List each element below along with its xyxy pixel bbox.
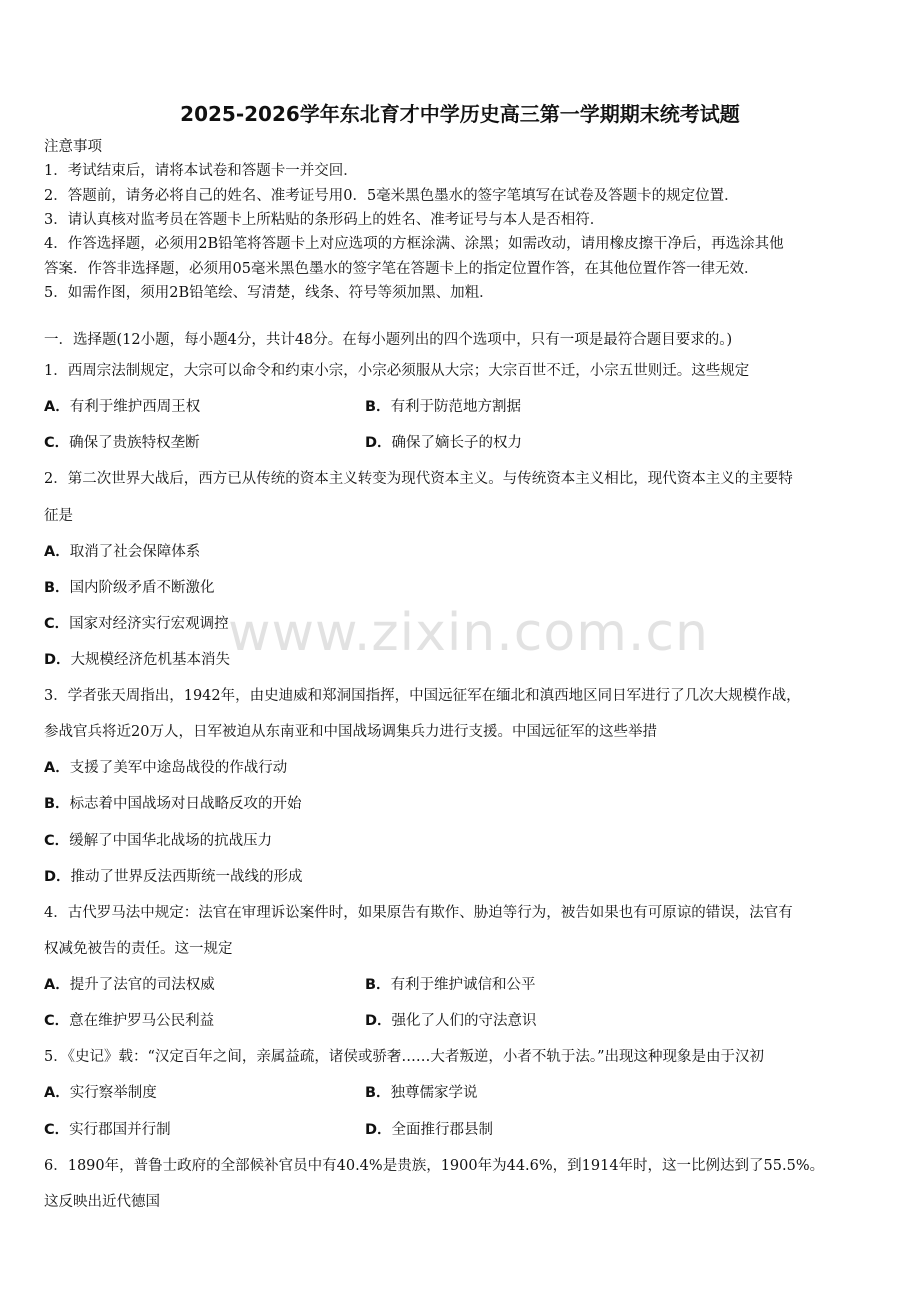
question-5-option-a: A．实行察举制度 xyxy=(44,1085,157,1101)
page-title: 2025-2026学年东北育才中学历史高三第一学期期末统考试题 xyxy=(180,102,740,126)
question-2-option-a: A．取消了社会保障体系 xyxy=(44,544,201,560)
notice-item: 5．如需作图，须用2B铅笔绘、写清楚，线条、符号等须加黑、加粗． xyxy=(44,285,494,301)
question-2-option-c: C．国家对经济实行宏观调控 xyxy=(44,616,229,632)
question-4-stem: 权减免被告的责任。这一规定 xyxy=(44,941,233,957)
question-3-stem: 参战官兵将近20万人，日军被迫从东南亚和中国战场调集兵力进行支援。中国远征军的这些举措 xyxy=(44,724,657,740)
question-2-stem: 征是 xyxy=(44,508,73,524)
question-6-stem: 6．1890年，普鲁士政府的全部候补官员中有40.4%是贵族，1900年为44.6%，到1914年时，这一比例达到了55.5%。 xyxy=(44,1158,825,1174)
question-1-stem: 1．西周宗法制规定，大宗可以命令和约束小宗，小宗必须服从大宗；大宗百世不迁，小宗五世则迁。这些规定 xyxy=(44,363,750,379)
question-4-option-c: C．意在维护罗马公民利益 xyxy=(44,1013,215,1029)
question-2-option-d: D．大规模经济危机基本消失 xyxy=(44,652,231,668)
question-4-stem: 4．古代罗马法中规定：法官在审理诉讼案件时，如果原告有欺作、胁迫等行为，被告如果也有可原谅的错误，法官有 xyxy=(44,905,793,921)
question-5-option-c: C．实行郡国并行制 xyxy=(44,1122,171,1138)
question-3-option-a: A．支援了美军中途岛战役的作战行动 xyxy=(44,760,288,776)
question-2-stem: 2．第二次世界大战后，西方已从传统的资本主义转变为现代资本主义。与传统资本主义相比，现代资本主义的主要特 xyxy=(44,471,793,487)
notice-item: 1．考试结束后，请将本试卷和答题卡一并交回． xyxy=(44,163,358,179)
section-heading: 一．选择题(12小题，每小题4分，共计48分。在每小题列出的四个选项中，只有一项是最符合题目要求的。) xyxy=(44,332,733,348)
question-1-option-c: C．确保了贵族特权垄断 xyxy=(44,435,200,451)
notice-item: 4．作答选择题，必须用2B铅笔将答题卡上对应选项的方框涂满、涂黑；如需改动，请用橡皮擦干净后，再选涂其他 xyxy=(44,236,784,252)
question-1-option-a: A．有利于维护西周王权 xyxy=(44,399,201,415)
question-6-stem: 这反映出近代德国 xyxy=(44,1194,160,1210)
question-5-option-b: B．独尊儒家学说 xyxy=(365,1085,478,1101)
question-4-option-b: B．有利于维护诚信和公平 xyxy=(365,977,536,993)
question-4-option-d: D．强化了人们的守法意识 xyxy=(365,1013,537,1029)
notice-item: 3．请认真核对监考员在答题卡上所粘贴的条形码上的姓名、准考证号与本人是否相符． xyxy=(44,212,605,228)
question-2-option-b: B．国内阶级矛盾不断激化 xyxy=(44,580,215,596)
question-3-option-d: D．推动了世界反法西斯统一战线的形成 xyxy=(44,869,303,885)
notice-heading: 注意事项 xyxy=(44,139,102,155)
question-3-option-c: C．缓解了中国华北战场的抗战压力 xyxy=(44,833,273,849)
question-4-option-a: A．提升了法官的司法权威 xyxy=(44,977,215,993)
question-1-option-d: D．确保了嫡长子的权力 xyxy=(365,435,523,451)
question-3-option-b: B．标志着中国战场对日战略反攻的开始 xyxy=(44,796,302,812)
notice-item: 答案．作答非选择题，必须用05毫米黑色墨水的签字笔在答题卡上的指定位置作答，在其他位置作答一律无效． xyxy=(44,261,759,277)
question-3-stem: 3．学者张天周指出，1942年，由史迪威和郑洞国指挥，中国远征军在缅北和滇西地区同日军进行了几次大规模作战， xyxy=(44,688,801,704)
question-5-option-d: D．全面推行郡县制 xyxy=(365,1122,494,1138)
question-5-stem: 5．《史记》载：“汉定百年之间，亲属益疏，诸侯或骄奢……大者叛逆，小者不轨于法。”出现这种现象是由于汉初 xyxy=(44,1049,765,1065)
watermark: www.zixin.com.cn xyxy=(228,603,709,663)
notice-item: 2．答题前，请务必将自己的姓名、准考证号用0．5毫米黑色墨水的签字笔填写在试卷及答题卡的规定位置． xyxy=(44,188,739,204)
question-1-option-b: B．有利于防范地方割据 xyxy=(365,399,522,415)
